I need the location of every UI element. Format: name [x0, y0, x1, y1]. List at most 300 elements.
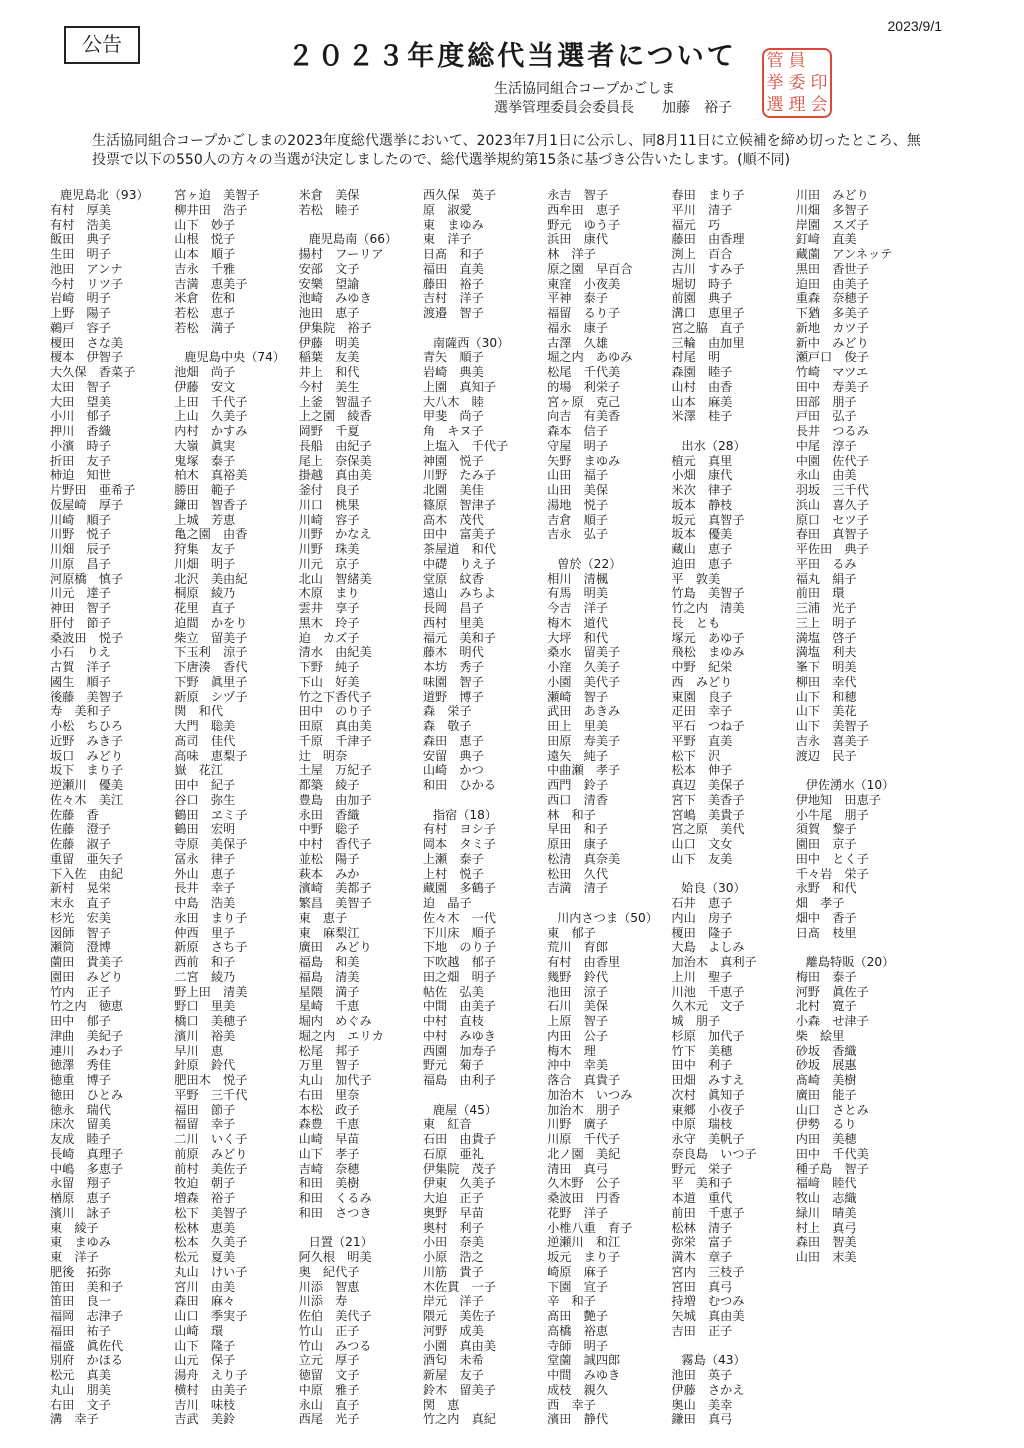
elected-name: 溝口 恵里子 — [671, 306, 745, 320]
elected-name: 日髙 枝里 — [795, 925, 857, 940]
spacer — [299, 218, 416, 233]
elected-name: 篠原 智津子 — [422, 497, 496, 512]
elected-name: 川原 昌子 — [50, 556, 111, 571]
elected-name: 土屋 万紀子 — [298, 763, 372, 778]
elected-name: 逆瀬川 優美 — [50, 778, 124, 792]
spacer — [671, 1339, 788, 1354]
spacer — [547, 896, 664, 911]
elected-name: 福田 祐子 — [50, 1323, 111, 1338]
elected-name: 春田 真智子 — [795, 527, 869, 542]
elected-name: 隈元 美佐子 — [422, 1309, 496, 1323]
elected-name: 宮ヶ原 克己 — [547, 394, 621, 409]
elected-name: 新原 さち子 — [174, 940, 248, 955]
elected-name: 小園 美代子 — [547, 674, 621, 689]
elected-name: 前田 千恵子 — [671, 1205, 745, 1220]
elected-name: 川原 千代子 — [547, 1132, 621, 1146]
elected-name: 木佐貫 一子 — [422, 1279, 496, 1294]
elected-name: 丸山 加代子 — [298, 1073, 372, 1087]
elected-name: 針原 鈴代 — [174, 1058, 236, 1073]
elected-name: 川畑 明子 — [174, 556, 236, 571]
elected-name: 黒木 玲子 — [298, 615, 360, 630]
elected-name: 大坪 和代 — [547, 630, 609, 645]
elected-name: 長船 由紀子 — [298, 438, 372, 453]
district-heading: 離島特販（20） — [805, 955, 895, 969]
elected-name: 雲井 享子 — [298, 601, 360, 615]
elected-name: 永田 香織 — [298, 807, 360, 822]
elected-name: 小濱 時子 — [50, 438, 111, 453]
elected-name: 北沢 美由紀 — [174, 571, 248, 586]
elected-name: 川池 千恵子 — [671, 984, 745, 999]
elected-name: 原口 セツ子 — [795, 512, 869, 527]
elected-name: 森 栄子 — [422, 704, 472, 719]
elected-name: 須賀 黎子 — [795, 822, 857, 837]
elected-name: 丸山 けい子 — [174, 1264, 248, 1279]
elected-name: 内田 美穂 — [795, 1132, 857, 1146]
elected-name: 佐伯 美代子 — [298, 1309, 372, 1323]
elected-name: 中嶋 多恵子 — [50, 1161, 124, 1176]
elected-name: 川野 たみ子 — [422, 468, 496, 483]
elected-name: 狩集 友子 — [174, 542, 236, 556]
elected-name: 西久保 英子 — [422, 188, 496, 202]
elected-name: 川添 寿 — [298, 1294, 348, 1309]
elected-name: 坂本 静枝 — [671, 497, 733, 512]
elected-name: 有村 浩美 — [50, 217, 111, 232]
elected-name: 上釜 智温子 — [298, 394, 372, 409]
elected-name: 長 とも — [671, 615, 721, 630]
elected-name: 藤田 裕子 — [422, 276, 484, 291]
elected-name: 本道 重代 — [671, 1191, 733, 1205]
issuer-person: 選挙管理委員会委員長 加藤 裕子 — [494, 100, 732, 116]
elected-name: 原之園 早百合 — [547, 261, 633, 276]
elected-name: 伊東 久美子 — [422, 1176, 496, 1191]
elected-name: 楢原 恵子 — [50, 1191, 111, 1205]
elected-name: 向吉 有美香 — [547, 409, 621, 424]
elected-name: 山根 悦子 — [174, 232, 236, 247]
elected-name: 永留 翔子 — [50, 1176, 111, 1191]
elected-name: 徳澤 秀佳 — [50, 1058, 111, 1073]
elected-name: 新村 晃栄 — [50, 881, 111, 896]
district-heading: 川内さつま（50） — [557, 910, 658, 925]
elected-name: 増森 裕子 — [174, 1191, 236, 1205]
elected-name: 辻 明奈 — [298, 748, 348, 763]
elected-name: 東 洋子 — [50, 1250, 99, 1264]
elected-name: 相川 清楓 — [547, 571, 609, 586]
elected-name: 下唐湊 香代 — [174, 660, 248, 674]
spacer — [796, 763, 913, 778]
elected-name: 永野 和代 — [795, 881, 857, 896]
elected-name: 瀬筒 澄博 — [50, 940, 111, 955]
elected-name: 下吹越 郁子 — [422, 955, 496, 969]
elected-name: 岩崎 典美 — [422, 365, 484, 379]
elected-name: 吉永 千雅 — [174, 261, 236, 276]
intro-text: 生活協同組合コープかごしまの2023年度総代選挙において、2023年7月1日に公示し、同8月11日に立候補を締め切ったところ、無投票で以下の550人の方々の当選が決定しましたので、総代選挙規約第15条に基づき公告いたします。(順不同) — [92, 133, 921, 168]
elected-name: 清田 真弓 — [547, 1161, 609, 1176]
elected-name: 吉永 喜美子 — [795, 733, 869, 748]
elected-name: 北村 寛子 — [795, 999, 857, 1014]
elected-name: 山田 福子 — [547, 468, 609, 483]
elected-name: 石川 美保 — [547, 999, 609, 1014]
elected-name: 池崎 みゆき — [298, 291, 372, 306]
elected-name: 東 紅音 — [422, 1117, 472, 1132]
elected-name: 迫田 由美子 — [795, 276, 869, 291]
elected-name: 辛 和子 — [547, 1294, 596, 1309]
name-column — [671, 188, 788, 1427]
elected-name: 平野 三千代 — [174, 1087, 248, 1102]
elected-name: 伊藤 安文 — [174, 379, 236, 394]
elected-name: 安樂 望諭 — [298, 276, 360, 291]
elected-name: 古川 すみ子 — [671, 261, 745, 276]
elected-name: 早田 和子 — [547, 822, 609, 837]
elected-name: 下園 宣子 — [547, 1279, 609, 1294]
elected-name: 西口 清香 — [547, 792, 609, 807]
elected-name: 肝付 節子 — [50, 615, 111, 630]
elected-name: 笛田 良一 — [50, 1294, 111, 1309]
elected-name: 下玉利 涼子 — [174, 645, 248, 660]
elected-name: 山崎 環 — [174, 1323, 224, 1338]
elected-name: 桑波田 悦子 — [50, 630, 124, 645]
elected-name: 村上 真弓 — [795, 1220, 857, 1235]
elected-name: 石田 由貴子 — [422, 1132, 496, 1146]
elected-name: 濱田 静代 — [547, 1412, 609, 1427]
district-heading: 南薩西（30） — [432, 335, 510, 350]
elected-name: 福島 清美 — [298, 969, 360, 984]
elected-name: 藏園 多鶴子 — [422, 881, 496, 896]
elected-name: 小椎八重 育子 — [547, 1220, 633, 1235]
elected-name: 米倉 美保 — [298, 188, 360, 202]
elected-name: 川畑 辰子 — [50, 542, 111, 556]
elected-name: 田原 真由美 — [298, 719, 372, 733]
elected-name: 緑川 晴美 — [795, 1205, 857, 1220]
elected-name: 吉武 美鈴 — [174, 1412, 236, 1427]
elected-name: 勝田 範子 — [174, 483, 236, 497]
name-column — [796, 188, 913, 1427]
elected-name: 関 和代 — [174, 704, 224, 719]
elected-name: 野元 栄子 — [671, 1161, 733, 1176]
district-heading: 出水（28） — [681, 438, 746, 453]
elected-name: 加治木 真利子 — [671, 955, 757, 969]
elected-name: 迫間 かをり — [174, 615, 248, 630]
elected-name: 加治木 いつみ — [547, 1087, 633, 1102]
elected-name: 松本 伸子 — [671, 763, 733, 778]
elected-name: 上塩入 千代子 — [422, 438, 509, 453]
elected-name: 中尾 淳子 — [795, 438, 857, 453]
elected-name: 図師 智子 — [50, 925, 111, 940]
elected-name: 早川 恵 — [174, 1043, 224, 1058]
elected-name: 持増 むつみ — [671, 1294, 745, 1309]
elected-name: 中原 瑞枝 — [671, 1117, 733, 1132]
elected-name: 尾上 奈保美 — [298, 453, 372, 468]
name-column — [174, 188, 291, 1427]
elected-name: 後藤 美智子 — [50, 689, 124, 704]
elected-name: 吉村 洋子 — [422, 291, 484, 306]
elected-name: 今吉 洋子 — [547, 601, 609, 615]
elected-name: 東 綾子 — [50, 1220, 99, 1235]
elected-name: 飛松 まゆみ — [671, 645, 745, 660]
elected-name: 鶴田 ヱミ子 — [174, 807, 248, 822]
elected-name: 疋田 幸子 — [671, 704, 733, 719]
elected-name: 竹之内 真紀 — [422, 1412, 496, 1427]
elected-name: 和田 さつき — [298, 1205, 372, 1220]
elected-name: 西牟田 恵子 — [547, 202, 621, 217]
elected-name: 笛田 美和子 — [50, 1279, 124, 1294]
elected-name: 田中 利子 — [671, 1058, 733, 1073]
elected-name: 長井 幸子 — [174, 881, 236, 896]
elected-name: 神田 智子 — [50, 601, 111, 615]
elected-name: 西門 鈴子 — [547, 778, 609, 792]
elected-name: 道野 博子 — [422, 689, 484, 704]
district-heading: 姶良（30） — [681, 881, 746, 896]
elected-name: 湯舟 えり子 — [174, 1368, 248, 1382]
elected-name: 下地 のり子 — [422, 940, 496, 955]
publish-date: 2023/9/1 — [887, 18, 942, 34]
elected-name: 伊藤 さかえ — [671, 1382, 745, 1397]
issuer-block — [494, 80, 732, 118]
elected-name: 花里 直子 — [174, 601, 236, 615]
elected-name: 本松 政子 — [298, 1102, 360, 1117]
elected-name: 福元 巧 — [671, 217, 721, 232]
elected-name: 平 美和子 — [671, 1176, 733, 1191]
name-column — [547, 188, 664, 1427]
elected-name: 和田 ひかる — [422, 778, 496, 792]
elected-name: 岡本 タミ子 — [422, 837, 496, 851]
elected-name: 梅木 理 — [547, 1043, 596, 1058]
elected-name: 宮ヶ迫 美智子 — [174, 188, 260, 202]
elected-name: 繁昌 美智子 — [298, 896, 372, 910]
elected-name: 羽坂 三千代 — [795, 483, 869, 497]
elected-name: 榎田 さな美 — [50, 335, 124, 350]
elected-name: 宮下 美香子 — [671, 792, 745, 807]
elected-name: 東園 良子 — [671, 689, 733, 704]
elected-name: 稲葉 友美 — [298, 350, 360, 365]
elected-name: 田中 郁子 — [50, 1014, 111, 1028]
district-heading: 曽於（22） — [557, 556, 622, 571]
elected-name: 奥山 美幸 — [671, 1397, 733, 1412]
elected-name: 的場 利栄子 — [547, 379, 621, 394]
elected-name: 小牛尾 朋子 — [795, 807, 869, 822]
elected-name: 鬼塚 泰子 — [174, 453, 236, 468]
elected-name: 藏山 恵子 — [671, 542, 733, 556]
elected-name: 吉満 恵美子 — [174, 276, 248, 291]
elected-name: 河野 眞佐子 — [795, 984, 869, 999]
elected-name: 平川 清子 — [671, 202, 733, 217]
elected-name: 梅田 泰子 — [795, 969, 857, 984]
elected-name: 星隈 満子 — [298, 984, 360, 999]
elected-name: 松田 久代 — [547, 866, 609, 881]
elected-name: 中野 紀栄 — [671, 660, 733, 674]
elected-name: 和田 くるみ — [298, 1191, 372, 1205]
elected-name: 堀切 時子 — [671, 276, 733, 291]
elected-name: 吉倉 順子 — [547, 512, 609, 527]
elected-name: 遠矢 純子 — [547, 748, 609, 763]
elected-name: 丸山 朋美 — [50, 1382, 111, 1397]
elected-name: 今村 美生 — [298, 379, 360, 394]
elected-name: 三輪 由加里 — [671, 335, 745, 350]
elected-name: 高味 恵梨子 — [174, 748, 248, 763]
elected-name: 井上 和代 — [298, 365, 360, 379]
spacer — [299, 1221, 416, 1236]
elected-name: 甲斐 尚子 — [422, 409, 484, 424]
elected-name: 上村 悦子 — [422, 866, 484, 881]
elected-name: 迫 晶子 — [422, 896, 472, 910]
elected-name: 亀之園 由香 — [174, 527, 248, 542]
elected-name: 奥村 利子 — [422, 1220, 484, 1235]
elected-name: 城 朋子 — [671, 1014, 721, 1028]
elected-name: 大田 望美 — [50, 394, 111, 409]
elected-name: 下入佐 由紀 — [50, 866, 124, 881]
elected-name: 竹島 美智子 — [671, 586, 745, 601]
elected-name: 掛越 真由美 — [298, 468, 372, 483]
elected-name: 堀之内 エリカ — [298, 1028, 384, 1043]
elected-name: 山下 隆子 — [174, 1338, 236, 1353]
elected-name: 森田 恵子 — [422, 733, 484, 748]
elected-name: 田中 寿美子 — [795, 379, 869, 394]
elected-name: 塚元 あゆ子 — [671, 630, 745, 645]
elected-name: 寺原 美保子 — [174, 837, 248, 851]
elected-name: 米次 律子 — [671, 483, 733, 497]
elected-name: 小川 郁子 — [50, 409, 111, 424]
elected-name: 松下 沢 — [671, 748, 721, 763]
elected-name: 福田 節子 — [174, 1102, 236, 1117]
elected-name: 柿迫 知世 — [50, 468, 111, 483]
elected-name: 伊藤 明美 — [298, 335, 360, 350]
elected-name: 永山 直子 — [298, 1397, 360, 1412]
elected-name: 逆瀬川 和江 — [547, 1235, 621, 1250]
name-column — [299, 188, 416, 1427]
elected-name: 米倉 佐和 — [174, 291, 236, 306]
elected-name: 池田 恵子 — [298, 306, 360, 320]
elected-name: 濱川 詠子 — [50, 1205, 111, 1220]
elected-name: 小石 りえ — [50, 645, 111, 660]
elected-name: 吉川 味枝 — [174, 1397, 236, 1412]
elected-name: 薗田 貴美子 — [50, 955, 124, 969]
elected-name: 平 敦美 — [671, 571, 721, 586]
elected-name: 仮屋崎 厚子 — [50, 497, 124, 512]
elected-name: 小森 せ津子 — [795, 1014, 869, 1028]
elected-name: 福﨑 睦代 — [795, 1176, 857, 1191]
elected-name: 福留 るり子 — [547, 306, 621, 320]
elected-name: 萩本 みか — [298, 866, 360, 881]
district-heading: 鹿児島北（93） — [60, 188, 149, 202]
elected-name: 野口 里美 — [174, 999, 236, 1014]
elected-name: 河原橋 慎子 — [50, 571, 124, 586]
elected-name: 上原 智子 — [547, 1014, 609, 1028]
elected-name: 森本 信子 — [547, 424, 609, 438]
elected-name: 野元 ゆう子 — [547, 217, 621, 232]
elected-name: 竹之内 徳恵 — [50, 999, 124, 1014]
elected-name: 山下 和穂 — [795, 689, 857, 704]
elected-name: 西 幸子 — [547, 1397, 596, 1412]
elected-name: 下野 純子 — [298, 660, 360, 674]
elected-name: 中原 雅子 — [298, 1382, 360, 1397]
elected-name: 川口 桃果 — [298, 497, 360, 512]
elected-name: 上瀬 泰子 — [422, 851, 484, 866]
elected-name: 山下 孝子 — [298, 1146, 360, 1161]
elected-name: 平田 るみ — [795, 556, 857, 571]
elected-name: 重留 亜矢子 — [50, 851, 124, 866]
elected-name: 福田 直美 — [422, 261, 484, 276]
elected-name: 東 まゆみ — [422, 217, 484, 232]
elected-name: 浜山 喜久子 — [795, 497, 869, 512]
elected-name: 内村 かすみ — [174, 424, 248, 438]
elected-name: 吉崎 奈穂 — [298, 1161, 360, 1176]
elected-name: 西園 加寿子 — [422, 1043, 496, 1058]
elected-name: 東郷 小夜子 — [671, 1102, 745, 1117]
elected-name: 星崎 千恵 — [298, 999, 360, 1014]
elected-name: 都築 綾子 — [298, 778, 360, 792]
name-column — [50, 188, 167, 1427]
elected-name: 坂口 みどり — [50, 748, 124, 763]
elected-name: 瀬戸口 俊子 — [795, 350, 869, 365]
elected-name: 髙崎 美樹 — [795, 1073, 857, 1087]
elected-name: 下山 好美 — [298, 674, 360, 689]
elected-name: 杉原 加代子 — [671, 1028, 745, 1043]
elected-name: 福岡 志津子 — [50, 1309, 124, 1323]
elected-name: 前村 美佐子 — [174, 1161, 248, 1176]
elected-name: 黒田 香世子 — [795, 261, 869, 276]
elected-name: 今村 リツ子 — [50, 276, 124, 291]
elected-name: 大嶺 眞実 — [174, 438, 236, 453]
elected-name: 徳田 ひとみ — [50, 1087, 124, 1102]
elected-name: 岸園 スズ子 — [795, 217, 869, 232]
elected-name: 川元 達子 — [50, 586, 111, 601]
elected-name: 奥野 早苗 — [422, 1205, 484, 1220]
district-heading: 伊佐湧水（10） — [805, 778, 895, 792]
elected-name: 柏木 真裕美 — [174, 468, 248, 483]
elected-name: 宮之脇 直子 — [671, 320, 745, 335]
spacer — [174, 336, 291, 351]
elected-name: 池田 英子 — [671, 1368, 733, 1382]
spacer — [671, 867, 788, 882]
elected-name: 浜田 康代 — [547, 232, 609, 247]
elected-name: 坂元 まり子 — [547, 1250, 621, 1264]
elected-name: 上園 真知子 — [422, 379, 496, 394]
elected-name: 押川 香織 — [50, 424, 111, 438]
elected-name: 柴立 留美子 — [174, 630, 248, 645]
elected-name: 阿久根 明美 — [298, 1250, 372, 1264]
elected-name: 谷口 弥生 — [174, 792, 236, 807]
elected-name: 長井 つるみ — [795, 424, 869, 438]
elected-name: 横村 由美子 — [174, 1382, 248, 1397]
elected-name: 迫田 恵子 — [671, 556, 733, 571]
elected-name: 内田 公子 — [547, 1028, 609, 1043]
elected-name: 山下 美智子 — [795, 719, 869, 733]
spacer — [796, 940, 913, 955]
elected-name: 徳永 瑞代 — [50, 1102, 111, 1117]
elected-name: 片野田 亜希子 — [50, 483, 136, 497]
elected-name: 久木野 公子 — [547, 1176, 621, 1191]
elected-name: 山崎 早苗 — [298, 1132, 360, 1146]
elected-name: 上山 久美子 — [174, 409, 248, 424]
district-heading: 鹿屋（45） — [432, 1102, 498, 1117]
elected-name: 渕上 百合 — [671, 247, 733, 261]
elected-name: 戸田 弘子 — [795, 409, 857, 424]
elected-name: 友成 睦子 — [50, 1132, 111, 1146]
elected-name: 原 淑愛 — [422, 202, 472, 217]
elected-name: 吉永 弘子 — [547, 527, 609, 542]
elected-name: 宮之原 美代 — [671, 822, 745, 837]
elected-name: 永田 まり子 — [174, 910, 248, 925]
elected-name: 鶴田 宏明 — [174, 822, 236, 837]
elected-name: 伊集院 裕子 — [298, 320, 372, 335]
elected-name: 岩崎 明子 — [50, 291, 111, 306]
elected-name: 濱崎 美都子 — [298, 881, 372, 896]
elected-name: 松本 久美子 — [174, 1235, 248, 1250]
elected-name: 別府 かほる — [50, 1353, 124, 1368]
elected-name: 田中 とく子 — [795, 851, 869, 866]
elected-name: 小田 奈美 — [422, 1235, 484, 1250]
elected-name: 小窪 久美子 — [547, 660, 621, 674]
elected-name: 川添 智恵 — [298, 1279, 360, 1294]
